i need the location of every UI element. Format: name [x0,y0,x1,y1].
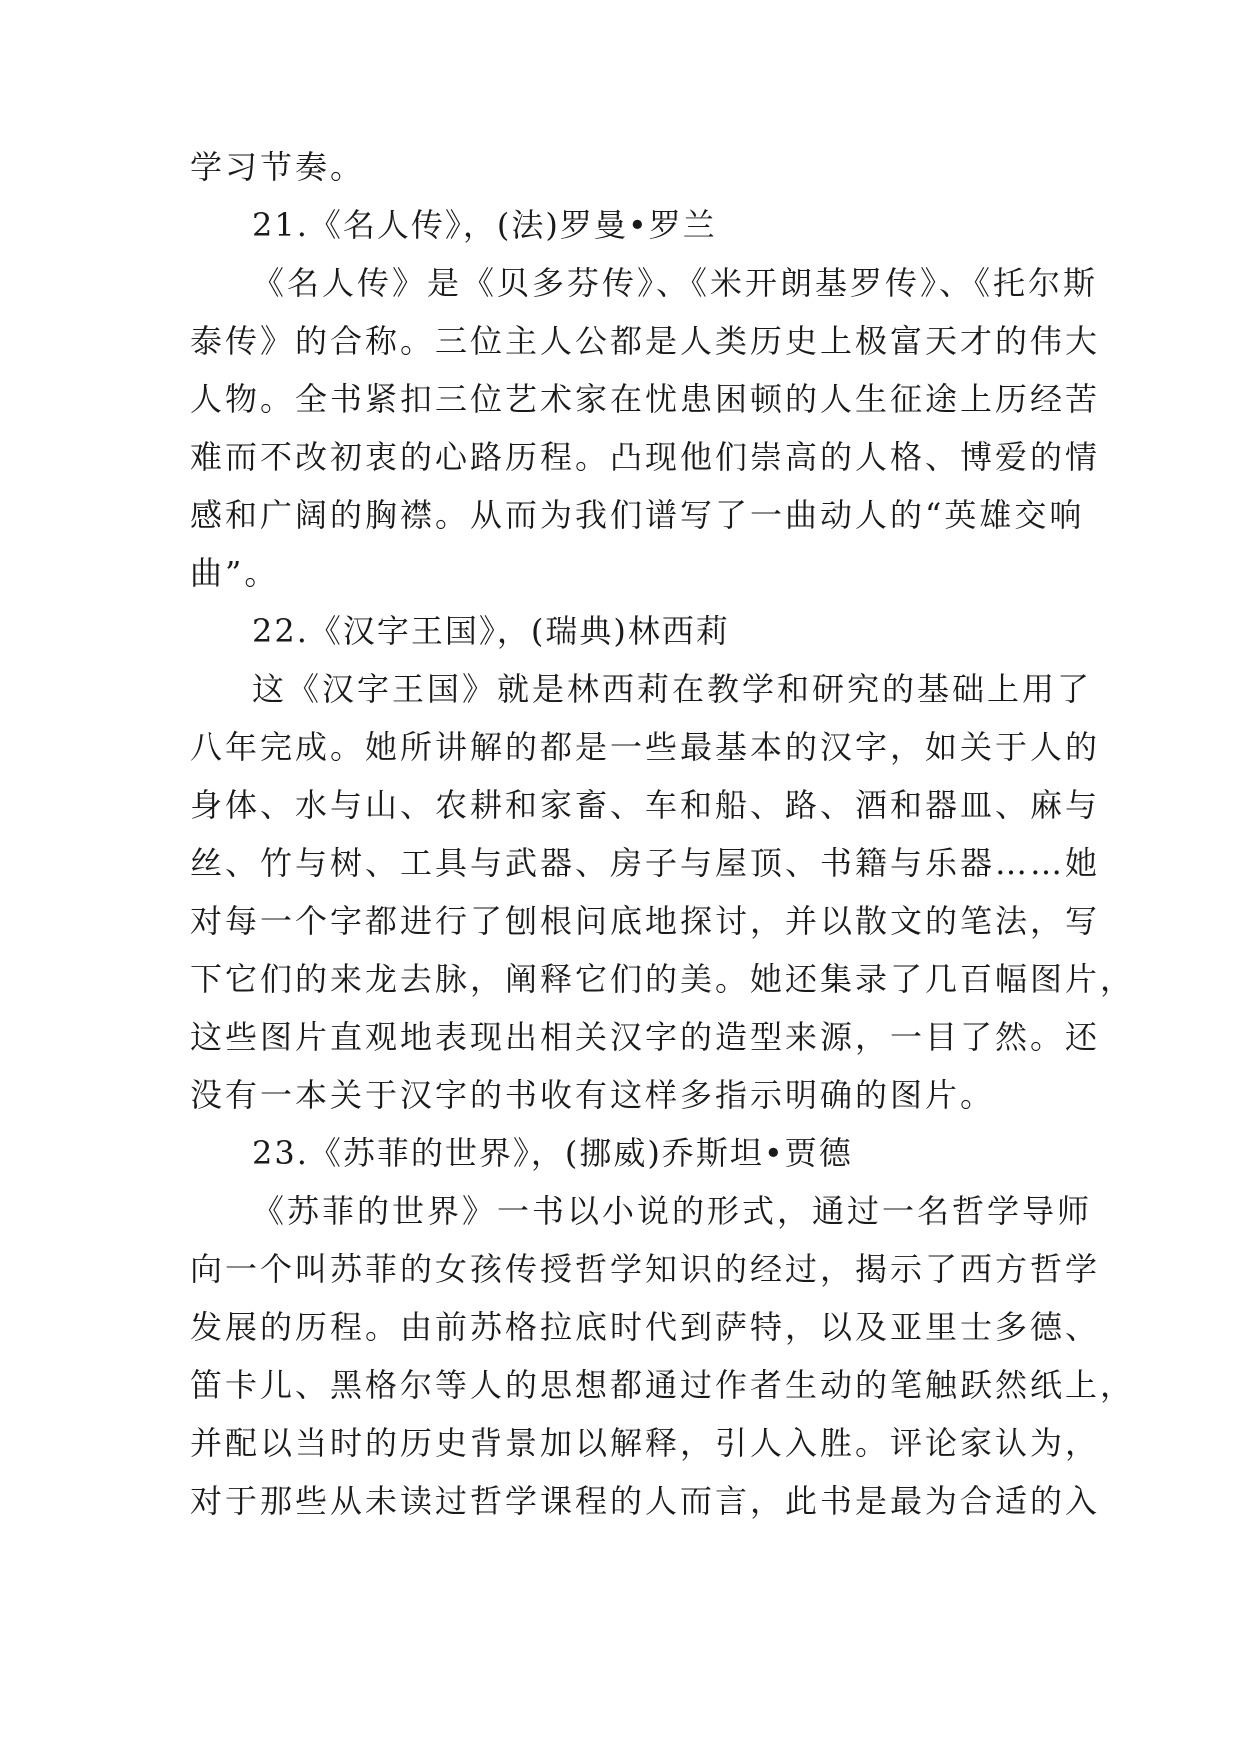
text-line: 丝、竹与树、工具与武器、房子与屋顶、书籍与乐器……她 [190,844,1101,882]
book-heading: 22.《汉字王国》，(瑞典)林西莉 [252,612,730,650]
text-line: 难而不改初衷的心路历程。凸现他们崇高的人格、博爱的情 [190,438,1101,476]
text-line: 《名人传》是《贝多芬传》、《米开朗基罗传》、《托尔斯 [252,264,1099,302]
text-line: 这《汉字王国》就是林西莉在教学和研究的基础上用了 [252,670,1093,708]
text-line: 向一个叫苏菲的女孩传授哲学知识的经过，揭示了西方哲学 [190,1250,1101,1288]
book-heading: 23.《苏菲的世界》，(挪威)乔斯坦•贾德 [252,1134,853,1172]
text-line: 笛卡儿、黑格尔等人的思想都通过作者生动的笔触跃然纸上， [190,1366,1136,1404]
text-line: 曲”。 [190,554,280,592]
text-line: 没有一本关于汉字的书收有这样多指示明确的图片。 [190,1076,996,1114]
text-line: 这些图片直观地表现出相关汉字的造型来源，一目了然。还 [190,1018,1101,1056]
text-line: 发展的历程。由前苏格拉底时代到萨特，以及亚里士多德、 [190,1308,1101,1346]
text-line: 感和广阔的胸襟。从而为我们谱写了一曲动人的“英雄交响 [190,496,1085,534]
text-line: 下它们的来龙去脉，阐释它们的美。她还集录了几百幅图片， [190,960,1136,998]
text-line: 身体、水与山、农耕和家畜、车和船、路、酒和器皿、麻与 [190,786,1101,824]
text-line: 《苏菲的世界》一书以小说的形式，通过一名哲学导师 [252,1192,1093,1230]
text-line: 并配以当时的历史背景加以解释，引人入胜。评论家认为， [190,1424,1101,1462]
text-line: 对于那些从未读过哲学课程的人而言，此书是最为合适的入 [190,1482,1101,1520]
text-line: 对每一个字都进行了刨根问底地探讨，并以散文的笔法，写 [190,902,1101,940]
text-line: 泰传》的合称。三位主人公都是人类历史上极富天才的伟大 [190,322,1101,360]
text-line: 学习节奏。 [190,148,366,186]
book-heading: 21.《名人传》，(法)罗曼•罗兰 [252,206,717,244]
text-line: 人物。全书紧扣三位艺术家在忧患困顿的人生征途上历经苦 [190,380,1101,418]
text-line: 八年完成。她所讲解的都是一些最基本的汉字，如关于人的 [190,728,1101,766]
